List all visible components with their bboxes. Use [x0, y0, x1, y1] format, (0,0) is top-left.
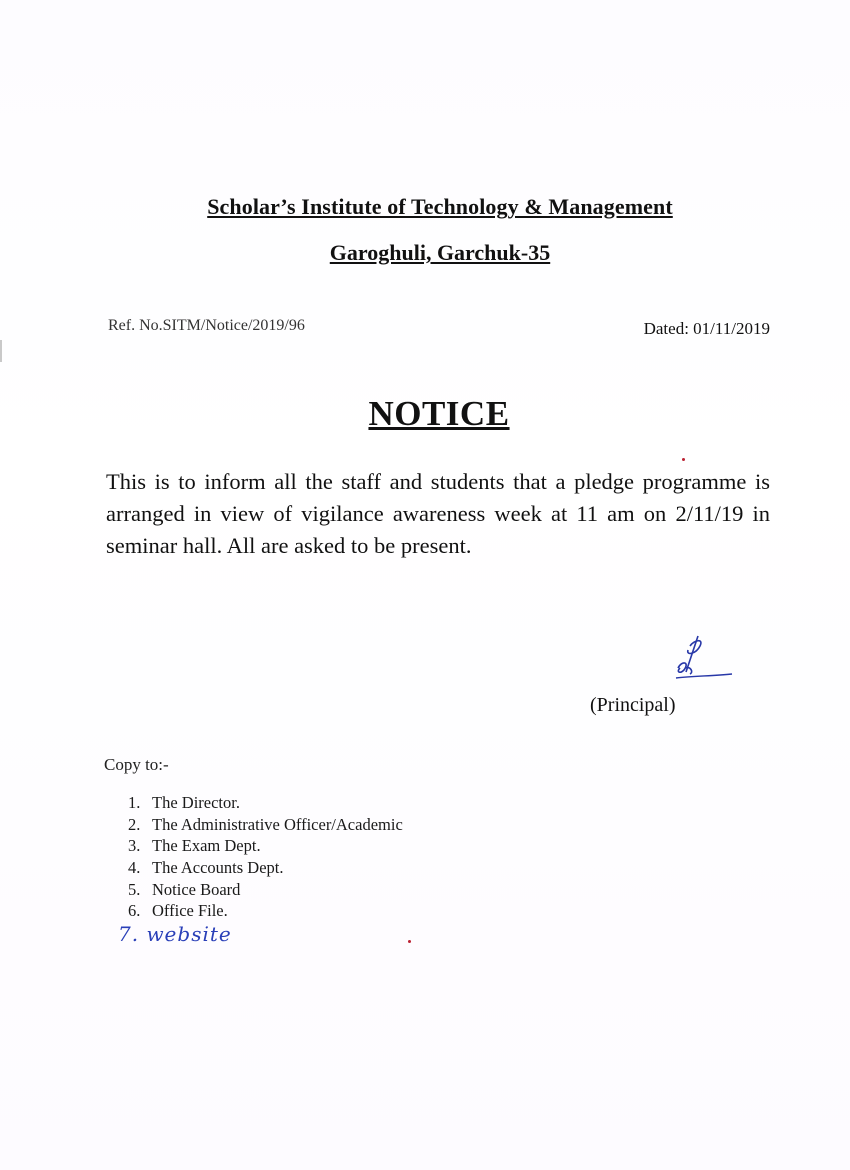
list-item-text: The Accounts Dept.	[152, 858, 284, 878]
notice-date: Dated: 01/11/2019	[643, 319, 770, 338]
handwritten-item: 7. website	[118, 922, 232, 946]
list-item-text: Notice Board	[152, 879, 241, 899]
list-item-number: 3.	[128, 836, 141, 856]
list-item-text: Office File.	[152, 901, 228, 921]
institute-name: Scholar’s Institute of Technology & Management	[207, 194, 673, 219]
list-item-number: 1.	[128, 793, 141, 812]
list-item-text: The Administrative Officer/Academic	[152, 814, 403, 834]
page-edge-mark	[0, 340, 12, 362]
list-item-number: 6.	[128, 901, 141, 921]
notice-body: This is to inform all the staff and students that a pledge programme is arranged in view of vigilance awareness week at 11 am on 2/11/19 in seminar hall. All are asked to be present.	[106, 469, 770, 558]
list-item-number: 4.	[128, 858, 141, 878]
list-item	[128, 879, 403, 901]
list-item	[128, 900, 403, 922]
copy-to-list	[128, 792, 403, 922]
list-item-text: The Exam Dept.	[152, 836, 261, 856]
ink-speck	[682, 458, 685, 461]
list-item-number: 5.	[128, 879, 141, 899]
list-item	[128, 857, 403, 879]
list-item-number: 2.	[128, 814, 141, 834]
institute-address: Garoghuli, Garchuk-35	[329, 240, 551, 265]
list-item	[128, 814, 403, 836]
reference-number: Ref. No.SITM/Notice/2019/96	[108, 317, 305, 334]
copy-to-heading: Copy to:-	[104, 755, 169, 774]
signature-icon	[660, 632, 740, 690]
list-item	[128, 835, 403, 857]
list-item	[128, 792, 403, 814]
notice-title: NOTICE	[368, 394, 510, 433]
ink-speck	[408, 940, 411, 943]
principal-designation: (Principal)	[590, 694, 676, 716]
list-item-text: The Director.	[152, 793, 240, 812]
